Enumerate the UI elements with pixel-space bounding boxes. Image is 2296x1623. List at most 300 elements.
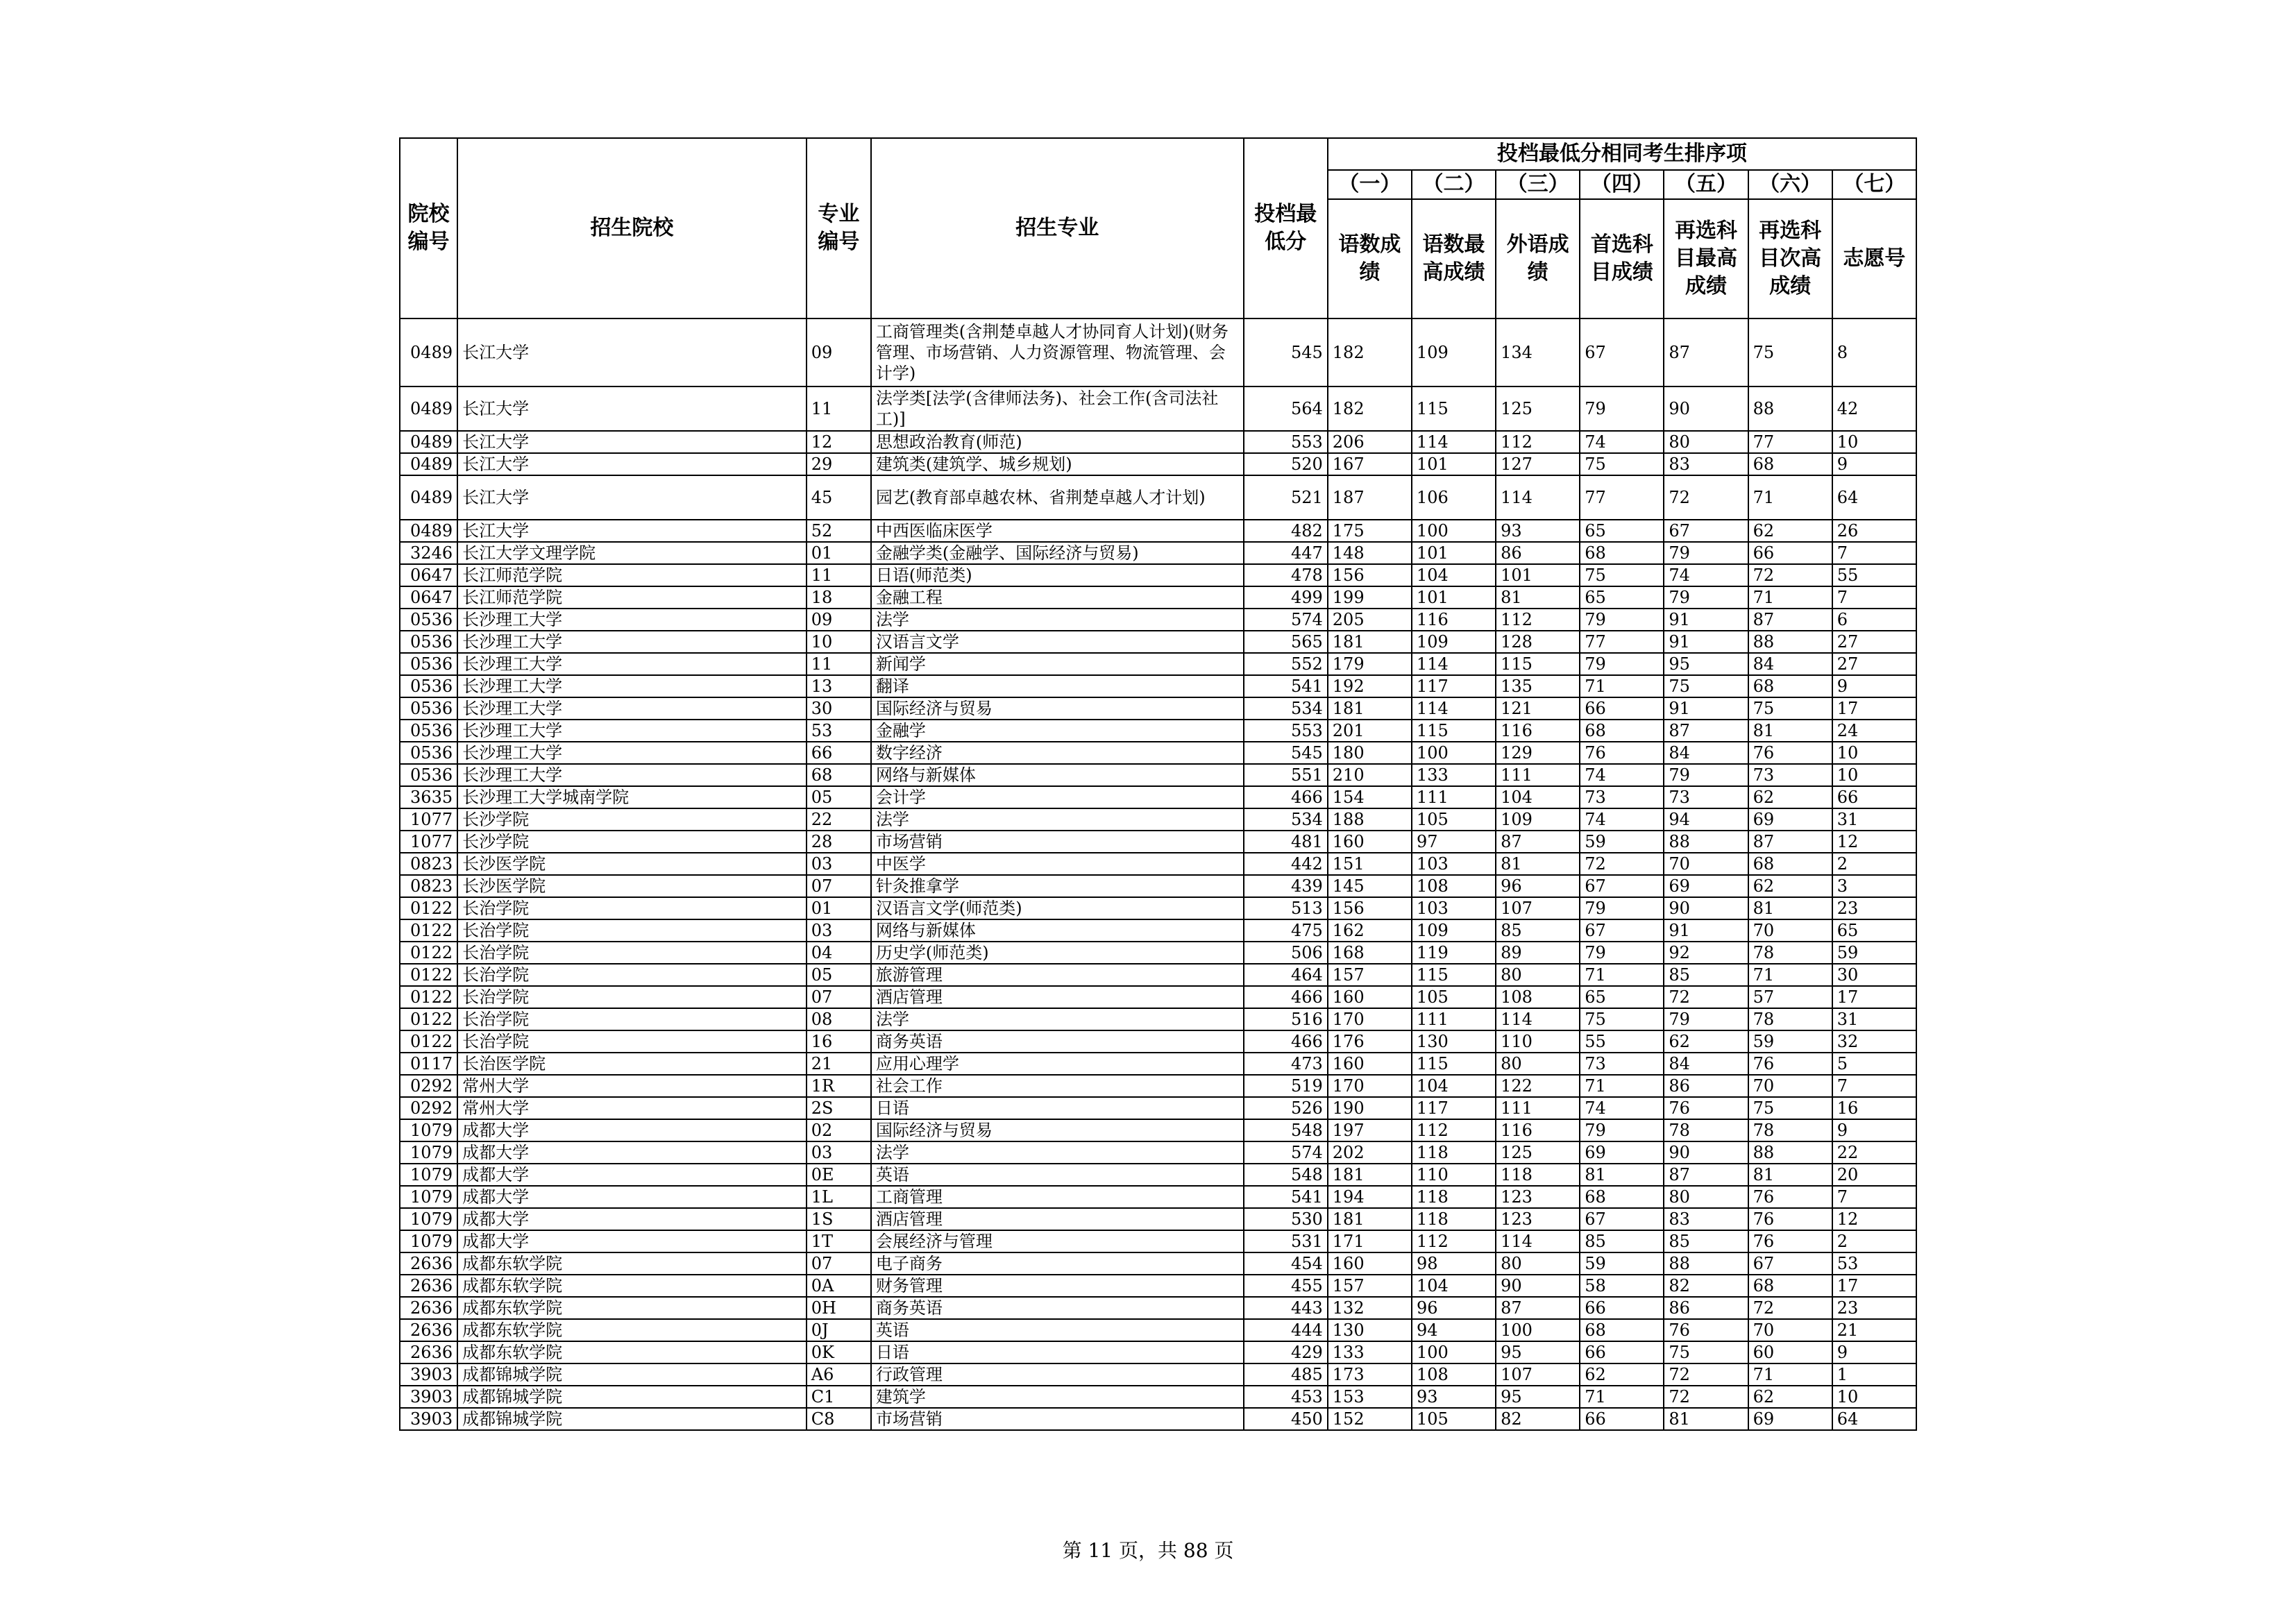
- cell-major-name: 建筑学: [871, 1386, 1244, 1408]
- cell-min-score: 475: [1244, 919, 1328, 942]
- cell-volunteer-no: 22: [1832, 1141, 1916, 1164]
- cell-score-3: 116: [1496, 1119, 1580, 1141]
- cell-college-code: 0536: [400, 697, 457, 720]
- cell-min-score: 541: [1244, 675, 1328, 697]
- cell-score-5: 82: [1664, 1275, 1748, 1297]
- cell-score-2: 101: [1412, 453, 1496, 475]
- cell-score-5: 91: [1664, 631, 1748, 653]
- cell-volunteer-no: 9: [1832, 1119, 1916, 1141]
- cell-min-score: 443: [1244, 1297, 1328, 1319]
- cell-score-3: 114: [1496, 1008, 1580, 1030]
- cell-score-3: 82: [1496, 1408, 1580, 1430]
- cell-major-code: 2S: [807, 1097, 871, 1119]
- cell-score-6: 59: [1748, 1030, 1832, 1053]
- cell-score-1: 148: [1328, 542, 1412, 564]
- cell-score-4: 75: [1580, 1008, 1664, 1030]
- cell-major-code: 18: [807, 586, 871, 609]
- cell-score-2: 112: [1412, 1230, 1496, 1252]
- cell-score-4: 77: [1580, 631, 1664, 653]
- cell-score-3: 87: [1496, 1297, 1580, 1319]
- cell-college-name: 长沙理工大学: [457, 609, 807, 631]
- cell-score-5: 85: [1664, 964, 1748, 986]
- cell-score-6: 68: [1748, 853, 1832, 875]
- cell-major-code: 10: [807, 631, 871, 653]
- cell-score-2: 118: [1412, 1208, 1496, 1230]
- header-tiebreak-num: （七）: [1832, 170, 1916, 199]
- cell-score-4: 55: [1580, 1030, 1664, 1053]
- cell-major-code: 16: [807, 1030, 871, 1053]
- cell-score-6: 68: [1748, 453, 1832, 475]
- cell-score-5: 86: [1664, 1075, 1748, 1097]
- cell-major-code: 05: [807, 964, 871, 986]
- cell-score-1: 176: [1328, 1030, 1412, 1053]
- table-row: [400, 786, 1916, 808]
- cell-college-code: 2636: [400, 1341, 457, 1363]
- cell-score-2: 98: [1412, 1252, 1496, 1275]
- cell-score-3: 85: [1496, 919, 1580, 942]
- cell-college-name: 长江大学: [457, 520, 807, 542]
- cell-college-code: 1079: [400, 1186, 457, 1208]
- cell-college-name: 成都大学: [457, 1186, 807, 1208]
- cell-score-2: 104: [1412, 1275, 1496, 1297]
- cell-score-3: 81: [1496, 853, 1580, 875]
- table-row: [400, 431, 1916, 453]
- cell-score-4: 85: [1580, 1230, 1664, 1252]
- cell-score-2: 133: [1412, 764, 1496, 786]
- cell-major-name: 酒店管理: [871, 986, 1244, 1008]
- cell-major-name: 社会工作: [871, 1075, 1244, 1097]
- cell-major-name: 新闻学: [871, 653, 1244, 675]
- table-row: [400, 1164, 1916, 1186]
- cell-score-3: 81: [1496, 586, 1580, 609]
- cell-score-4: 68: [1580, 1186, 1664, 1208]
- cell-score-5: 87: [1664, 1164, 1748, 1186]
- table-row: [400, 853, 1916, 875]
- cell-college-name: 长治学院: [457, 919, 807, 942]
- cell-min-score: 506: [1244, 942, 1328, 964]
- cell-volunteer-no: 1: [1832, 1363, 1916, 1386]
- cell-min-score: 552: [1244, 653, 1328, 675]
- cell-score-4: 73: [1580, 786, 1664, 808]
- cell-score-4: 81: [1580, 1164, 1664, 1186]
- cell-score-6: 78: [1748, 1119, 1832, 1141]
- cell-major-name: 针灸推拿学: [871, 875, 1244, 897]
- cell-score-3: 111: [1496, 764, 1580, 786]
- cell-college-name: 长江大学文理学院: [457, 542, 807, 564]
- cell-min-score: 481: [1244, 831, 1328, 853]
- cell-score-2: 108: [1412, 1363, 1496, 1386]
- cell-score-2: 104: [1412, 564, 1496, 586]
- cell-score-2: 115: [1412, 1053, 1496, 1075]
- cell-min-score: 450: [1244, 1408, 1328, 1430]
- cell-score-3: 121: [1496, 697, 1580, 720]
- cell-college-code: 0536: [400, 675, 457, 697]
- cell-min-score: 485: [1244, 1363, 1328, 1386]
- cell-college-code: 2636: [400, 1297, 457, 1319]
- cell-score-1: 182: [1328, 318, 1412, 386]
- cell-volunteer-no: 20: [1832, 1164, 1916, 1186]
- table-row: [400, 1363, 1916, 1386]
- cell-score-1: 153: [1328, 1386, 1412, 1408]
- cell-volunteer-no: 27: [1832, 653, 1916, 675]
- cell-volunteer-no: 23: [1832, 1297, 1916, 1319]
- header-tiebreak-item: 首选科目成绩: [1580, 199, 1664, 318]
- table-row: [400, 1297, 1916, 1319]
- cell-score-5: 94: [1664, 808, 1748, 831]
- cell-college-name: 长江大学: [457, 475, 807, 520]
- cell-college-name: 长沙理工大学: [457, 764, 807, 786]
- cell-min-score: 455: [1244, 1275, 1328, 1297]
- cell-volunteer-no: 30: [1832, 964, 1916, 986]
- table-row: [400, 1341, 1916, 1363]
- cell-score-6: 76: [1748, 1053, 1832, 1075]
- cell-volunteer-no: 2: [1832, 1230, 1916, 1252]
- cell-score-5: 80: [1664, 1186, 1748, 1208]
- cell-score-3: 108: [1496, 986, 1580, 1008]
- cell-college-code: 1079: [400, 1230, 457, 1252]
- cell-score-6: 88: [1748, 1141, 1832, 1164]
- cell-major-name: 国际经济与贸易: [871, 1119, 1244, 1141]
- cell-score-4: 74: [1580, 431, 1664, 453]
- cell-score-1: 187: [1328, 475, 1412, 520]
- cell-score-1: 154: [1328, 786, 1412, 808]
- cell-score-6: 70: [1748, 1075, 1832, 1097]
- cell-min-score: 464: [1244, 964, 1328, 986]
- cell-min-score: 564: [1244, 386, 1328, 431]
- cell-major-name: 日语(师范类): [871, 564, 1244, 586]
- cell-major-name: 应用心理学: [871, 1053, 1244, 1075]
- cell-score-1: 157: [1328, 964, 1412, 986]
- cell-score-2: 130: [1412, 1030, 1496, 1053]
- cell-score-2: 105: [1412, 808, 1496, 831]
- table-row: [400, 386, 1916, 431]
- cell-major-name: 翻译: [871, 675, 1244, 697]
- cell-min-score: 473: [1244, 1053, 1328, 1075]
- cell-score-1: 160: [1328, 1252, 1412, 1275]
- cell-major-name: 法学: [871, 609, 1244, 631]
- header-tiebreak-item: 语数成绩: [1328, 199, 1412, 318]
- cell-college-name: 长江师范学院: [457, 564, 807, 586]
- table-row: [400, 475, 1916, 520]
- cell-score-4: 79: [1580, 942, 1664, 964]
- table-row: [400, 1030, 1916, 1053]
- cell-major-name: 国际经济与贸易: [871, 697, 1244, 720]
- cell-score-3: 118: [1496, 1164, 1580, 1186]
- cell-min-score: 516: [1244, 1008, 1328, 1030]
- cell-score-5: 76: [1664, 1319, 1748, 1341]
- table-row: [400, 742, 1916, 764]
- cell-major-name: 数字经济: [871, 742, 1244, 764]
- cell-score-1: 194: [1328, 1186, 1412, 1208]
- cell-college-name: 长沙学院: [457, 831, 807, 853]
- cell-score-4: 79: [1580, 609, 1664, 631]
- cell-college-code: 0292: [400, 1075, 457, 1097]
- cell-major-code: 66: [807, 742, 871, 764]
- table-row: [400, 1186, 1916, 1208]
- cell-college-name: 成都东软学院: [457, 1297, 807, 1319]
- cell-min-score: 513: [1244, 897, 1328, 919]
- cell-volunteer-no: 31: [1832, 808, 1916, 831]
- cell-score-1: 168: [1328, 942, 1412, 964]
- cell-min-score: 439: [1244, 875, 1328, 897]
- cell-score-1: 130: [1328, 1319, 1412, 1341]
- cell-major-code: 45: [807, 475, 871, 520]
- cell-major-code: 11: [807, 564, 871, 586]
- cell-college-code: 0292: [400, 1097, 457, 1119]
- cell-score-3: 112: [1496, 431, 1580, 453]
- table-row: [400, 520, 1916, 542]
- cell-score-6: 78: [1748, 1008, 1832, 1030]
- cell-college-code: 0122: [400, 897, 457, 919]
- cell-score-5: 74: [1664, 564, 1748, 586]
- table-row: [400, 631, 1916, 653]
- cell-score-4: 71: [1580, 1075, 1664, 1097]
- cell-score-4: 79: [1580, 653, 1664, 675]
- cell-score-3: 112: [1496, 609, 1580, 631]
- cell-score-4: 67: [1580, 318, 1664, 386]
- cell-score-3: 129: [1496, 742, 1580, 764]
- cell-major-name: 法学: [871, 808, 1244, 831]
- cell-score-5: 83: [1664, 453, 1748, 475]
- cell-score-2: 93: [1412, 1386, 1496, 1408]
- cell-major-name: 法学类[法学(含律师法务)、社会工作(含司法社工)]: [871, 386, 1244, 431]
- cell-score-5: 90: [1664, 386, 1748, 431]
- cell-major-code: 0J: [807, 1319, 871, 1341]
- cell-major-code: 03: [807, 1141, 871, 1164]
- cell-major-code: 09: [807, 609, 871, 631]
- cell-score-3: 80: [1496, 1252, 1580, 1275]
- cell-score-1: 180: [1328, 742, 1412, 764]
- cell-score-6: 72: [1748, 564, 1832, 586]
- cell-score-1: 182: [1328, 386, 1412, 431]
- cell-min-score: 466: [1244, 1030, 1328, 1053]
- cell-score-3: 135: [1496, 675, 1580, 697]
- cell-major-name: 网络与新媒体: [871, 764, 1244, 786]
- cell-college-code: 0489: [400, 386, 457, 431]
- cell-major-name: 电子商务: [871, 1252, 1244, 1275]
- cell-score-2: 114: [1412, 697, 1496, 720]
- header-tiebreak-item: 再选科目最高成绩: [1664, 199, 1748, 318]
- cell-min-score: 521: [1244, 475, 1328, 520]
- cell-college-code: 0647: [400, 586, 457, 609]
- cell-college-code: 2636: [400, 1252, 457, 1275]
- cell-min-score: 447: [1244, 542, 1328, 564]
- cell-min-score: 499: [1244, 586, 1328, 609]
- cell-major-name: 英语: [871, 1319, 1244, 1341]
- cell-score-1: 157: [1328, 1275, 1412, 1297]
- cell-major-name: 金融学类(金融学、国际经济与贸易): [871, 542, 1244, 564]
- table-row: [400, 986, 1916, 1008]
- cell-score-5: 79: [1664, 542, 1748, 564]
- cell-volunteer-no: 42: [1832, 386, 1916, 431]
- cell-college-code: 3903: [400, 1408, 457, 1430]
- cell-score-6: 68: [1748, 675, 1832, 697]
- cell-score-4: 77: [1580, 475, 1664, 520]
- cell-score-5: 69: [1664, 875, 1748, 897]
- cell-min-score: 551: [1244, 764, 1328, 786]
- cell-score-5: 75: [1664, 1341, 1748, 1363]
- cell-college-name: 长沙学院: [457, 808, 807, 831]
- cell-score-3: 80: [1496, 964, 1580, 986]
- header-major-code: 专业编号: [807, 138, 871, 318]
- table-row: [400, 1408, 1916, 1430]
- header-tiebreak-num: （一）: [1328, 170, 1412, 199]
- table-row: [400, 586, 1916, 609]
- cell-college-code: 0122: [400, 986, 457, 1008]
- cell-volunteer-no: 59: [1832, 942, 1916, 964]
- cell-major-code: 1R: [807, 1075, 871, 1097]
- table-row: [400, 1075, 1916, 1097]
- cell-score-1: 170: [1328, 1075, 1412, 1097]
- cell-score-5: 90: [1664, 1141, 1748, 1164]
- table-row: [400, 808, 1916, 831]
- cell-score-1: 173: [1328, 1363, 1412, 1386]
- cell-major-name: 市场营销: [871, 1408, 1244, 1430]
- cell-major-name: 工商管理类(含荆楚卓越人才协同育人计划)(财务管理、市场营销、人力资源管理、物流管理、会计学): [871, 318, 1244, 386]
- cell-score-2: 105: [1412, 1408, 1496, 1430]
- cell-score-4: 75: [1580, 564, 1664, 586]
- cell-major-code: 03: [807, 919, 871, 942]
- cell-score-6: 71: [1748, 475, 1832, 520]
- cell-score-4: 68: [1580, 1319, 1664, 1341]
- cell-major-code: 1L: [807, 1186, 871, 1208]
- cell-score-6: 81: [1748, 1164, 1832, 1186]
- cell-college-code: 0489: [400, 431, 457, 453]
- cell-score-6: 62: [1748, 1386, 1832, 1408]
- cell-college-code: 3635: [400, 786, 457, 808]
- cell-score-4: 68: [1580, 720, 1664, 742]
- cell-score-4: 79: [1580, 897, 1664, 919]
- cell-score-1: 181: [1328, 1208, 1412, 1230]
- cell-volunteer-no: 53: [1832, 1252, 1916, 1275]
- cell-volunteer-no: 9: [1832, 675, 1916, 697]
- cell-min-score: 444: [1244, 1319, 1328, 1341]
- cell-score-5: 88: [1664, 831, 1748, 853]
- cell-major-name: 日语: [871, 1097, 1244, 1119]
- cell-score-4: 66: [1580, 697, 1664, 720]
- cell-major-name: 日语: [871, 1341, 1244, 1363]
- cell-college-code: 1077: [400, 831, 457, 853]
- cell-college-code: 1077: [400, 808, 457, 831]
- cell-major-code: 11: [807, 653, 871, 675]
- cell-score-5: 78: [1664, 1119, 1748, 1141]
- cell-score-3: 122: [1496, 1075, 1580, 1097]
- cell-score-5: 84: [1664, 1053, 1748, 1075]
- cell-college-code: 0489: [400, 318, 457, 386]
- cell-score-2: 100: [1412, 1341, 1496, 1363]
- cell-score-2: 109: [1412, 631, 1496, 653]
- cell-score-2: 100: [1412, 742, 1496, 764]
- cell-major-code: 68: [807, 764, 871, 786]
- cell-college-name: 成都大学: [457, 1164, 807, 1186]
- cell-volunteer-no: 23: [1832, 897, 1916, 919]
- cell-min-score: 574: [1244, 1141, 1328, 1164]
- table-row: [400, 542, 1916, 564]
- cell-score-4: 59: [1580, 831, 1664, 853]
- cell-score-6: 76: [1748, 742, 1832, 764]
- cell-score-1: 152: [1328, 1408, 1412, 1430]
- cell-score-5: 91: [1664, 609, 1748, 631]
- cell-score-2: 94: [1412, 1319, 1496, 1341]
- cell-score-5: 91: [1664, 697, 1748, 720]
- cell-min-score: 429: [1244, 1341, 1328, 1363]
- cell-score-1: 171: [1328, 1230, 1412, 1252]
- cell-major-name: 金融学: [871, 720, 1244, 742]
- cell-score-5: 83: [1664, 1208, 1748, 1230]
- cell-college-code: 0536: [400, 720, 457, 742]
- table-row: [400, 1141, 1916, 1164]
- cell-score-2: 111: [1412, 1008, 1496, 1030]
- cell-score-3: 89: [1496, 942, 1580, 964]
- cell-major-code: 30: [807, 697, 871, 720]
- cell-score-2: 115: [1412, 964, 1496, 986]
- cell-major-name: 网络与新媒体: [871, 919, 1244, 942]
- cell-major-code: 13: [807, 675, 871, 697]
- cell-score-1: 133: [1328, 1341, 1412, 1363]
- cell-volunteer-no: 2: [1832, 853, 1916, 875]
- cell-score-1: 206: [1328, 431, 1412, 453]
- table-row: [400, 720, 1916, 742]
- cell-score-6: 75: [1748, 318, 1832, 386]
- cell-college-name: 长治医学院: [457, 1053, 807, 1075]
- cell-score-3: 109: [1496, 808, 1580, 831]
- cell-score-5: 87: [1664, 720, 1748, 742]
- header-tiebreak-num: （四）: [1580, 170, 1664, 199]
- cell-college-name: 长沙理工大学: [457, 742, 807, 764]
- cell-score-1: 188: [1328, 808, 1412, 831]
- cell-major-name: 会展经济与管理: [871, 1230, 1244, 1252]
- cell-major-name: 行政管理: [871, 1363, 1244, 1386]
- table-row: [400, 897, 1916, 919]
- cell-min-score: 530: [1244, 1208, 1328, 1230]
- cell-score-6: 78: [1748, 942, 1832, 964]
- cell-score-1: 181: [1328, 1164, 1412, 1186]
- cell-score-2: 100: [1412, 520, 1496, 542]
- cell-score-3: 128: [1496, 631, 1580, 653]
- header-tiebreak-num: （三）: [1496, 170, 1580, 199]
- cell-score-1: 181: [1328, 697, 1412, 720]
- table-row: [400, 964, 1916, 986]
- cell-major-code: 53: [807, 720, 871, 742]
- cell-score-2: 103: [1412, 853, 1496, 875]
- cell-major-name: 中西医临床医学: [871, 520, 1244, 542]
- cell-score-2: 96: [1412, 1297, 1496, 1319]
- cell-score-1: 160: [1328, 831, 1412, 853]
- cell-score-3: 95: [1496, 1386, 1580, 1408]
- cell-score-6: 77: [1748, 431, 1832, 453]
- cell-volunteer-no: 5: [1832, 1053, 1916, 1075]
- table-row: [400, 1097, 1916, 1119]
- cell-college-name: 长沙理工大学: [457, 631, 807, 653]
- cell-score-5: 75: [1664, 675, 1748, 697]
- cell-volunteer-no: 17: [1832, 986, 1916, 1008]
- cell-score-6: 76: [1748, 1230, 1832, 1252]
- cell-college-name: 成都大学: [457, 1141, 807, 1164]
- cell-score-3: 107: [1496, 897, 1580, 919]
- cell-min-score: 466: [1244, 986, 1328, 1008]
- cell-college-name: 长江师范学院: [457, 586, 807, 609]
- cell-score-2: 111: [1412, 786, 1496, 808]
- cell-score-1: 202: [1328, 1141, 1412, 1164]
- cell-score-5: 86: [1664, 1297, 1748, 1319]
- cell-score-2: 109: [1412, 318, 1496, 386]
- cell-min-score: 541: [1244, 1186, 1328, 1208]
- cell-score-4: 59: [1580, 1252, 1664, 1275]
- cell-college-code: 0647: [400, 564, 457, 586]
- cell-college-code: 0536: [400, 609, 457, 631]
- cell-score-2: 112: [1412, 1119, 1496, 1141]
- cell-volunteer-no: 55: [1832, 564, 1916, 586]
